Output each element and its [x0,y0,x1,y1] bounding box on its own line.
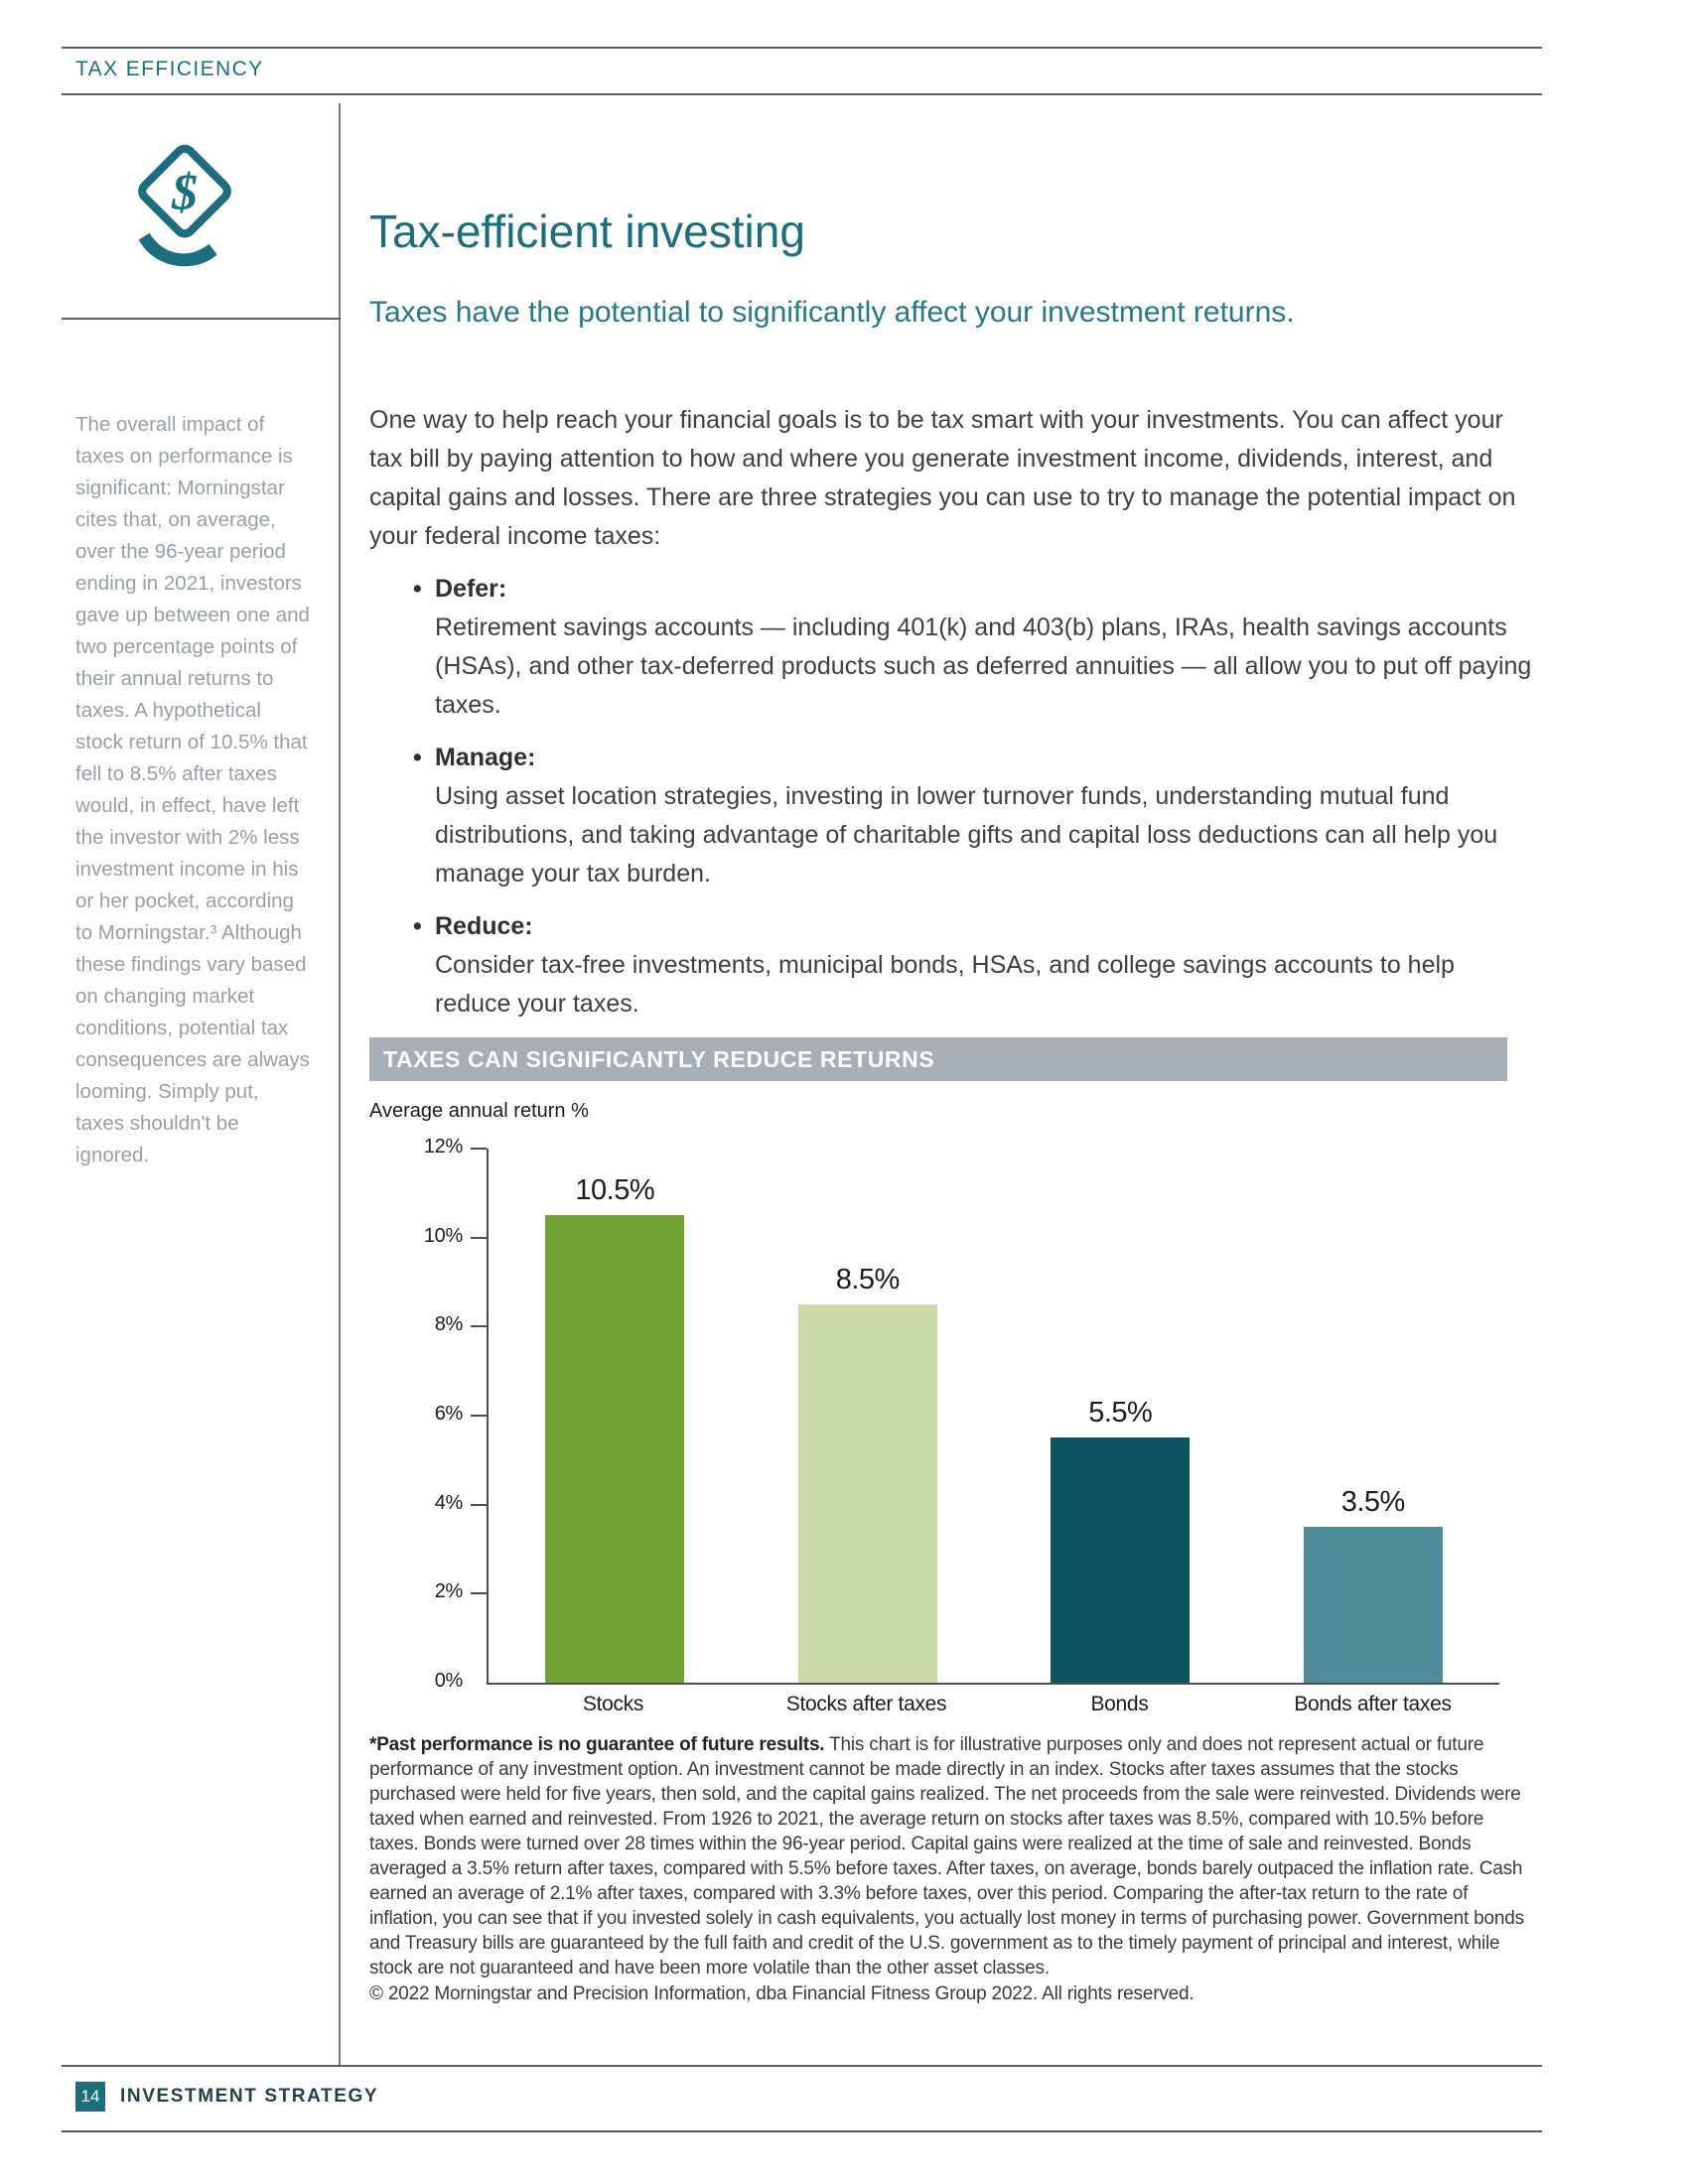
chart-plot [423,1136,1499,1692]
bar-value-label: 10.5% [575,1174,655,1207]
y-tick-mark [471,1592,487,1594]
strategy-manage [369,739,1537,893]
chart-section [369,1037,1537,1716]
dollar-tag-icon [117,137,252,286]
bar-group [1247,1149,1500,1683]
bar [1304,1527,1443,1683]
page-number-badge: 14 [75,2082,105,2112]
copyright-line: © 2022 Morningstar and Precision Information, dba Financial Fitness Group 2022. All rights reserved. [369,1983,1195,2004]
bar-value-label: 5.5% [1088,1397,1153,1430]
strategy-text: Consider tax-free investments, municipal bonds, HSAs, and college savings accounts to help reduce your taxes. [435,951,1455,1018]
strategy-defer [369,570,1537,725]
y-tick-label: 12% [423,1136,463,1158]
strategy-label: • Reduce: [435,912,533,940]
strategy-label: • Defer: [435,575,507,603]
x-category-label: Stocks after taxes [785,1693,947,1715]
y-tick-mark [471,1415,487,1417]
x-category-label: Stocks [582,1693,644,1715]
top-rule [62,47,1542,49]
y-tick-mark [471,1325,487,1327]
footer-rule-bottom [62,2130,1542,2132]
footer-label: INVESTMENT STRATEGY [120,2086,379,2107]
footer-rule-top [62,2065,1542,2067]
x-category-label: Bonds [1090,1693,1149,1715]
strategy-text: Retirement savings accounts — including 401(k) and 403(b) plans, IRAs, health savings accounts (HSAs), and other tax-deferred products such as deferred annuities — all allow you to put off paying taxes. [435,614,1532,719]
y-tick-label: 0% [434,1670,463,1692]
y-tick-mark [471,1504,487,1506]
column-divider [339,103,341,2065]
chart-title-bar: TAXES CAN SIGNIFICANTLY REDUCE RETURNS [369,1037,1507,1081]
footnote-disclaimer: *Past performance is no guarantee of future results. [369,1734,825,1755]
y-tick-label: 8% [434,1313,463,1336]
y-tick-mark [471,1237,487,1239]
strategy-label: • Manage: [435,744,536,771]
chart-footnote [369,1732,1537,1980]
chart-bars [489,1149,1499,1683]
section-eyebrow: TAX EFFICIENCY [75,58,264,80]
y-tick-label: 6% [434,1403,463,1425]
svg-text:$: $ [172,164,198,221]
bar-group [489,1149,742,1683]
y-tick-label: 10% [423,1224,463,1247]
strategy-text: Using asset location strategies, investing in lower turnover funds, understanding mutual fund distributions, and taking advantage of charitable gifts and capital loss deductions can all help you manage your tax burden. [435,782,1498,887]
bar [1051,1437,1190,1683]
strategy-reduce [369,907,1537,1024]
intro-paragraph: One way to help reach your financial goals is to be tax smart with your investments. You can affect your tax bill by paying attention to how and where you generate investment income, dividends, interest, and capital gains and losses. There are three strategies you can use to try to manage the potential impact on your federal income taxes: [369,406,1516,550]
y-tick-label: 2% [434,1580,463,1603]
header-rule [62,93,1542,95]
footnote-body: This chart is for illustrative purposes only and does not represent actual or future performance of any investment option. An investment cannot be made directly in an index. Stocks after taxes assumes that the stocks purchased were held for five years, then sold, and the capital gains realized. The net proceeds from the sale were reinvested. Dividends were taxed when earned and reinvested. From 1926 to 2021, the average return on stocks after taxes was 8.5%, compared with 10.5% before taxes. Bonds were turned over 28 times within the 96-year period. Capital gains were realized at the time of sale and reinvested. Bonds averaged a 3.5% return after taxes, compared with 5.5% before taxes. After taxes, on average, bonds barely outpaced the inflation rate. Cash earned an average of 2.1% after taxes, compared with 3.3% before taxes, over this period. Comparing the after-tax return to the rate of inflation, you can see that if you invested solely in cash equivalents, you actually lost money in terms of purchasing power. Government bonds and Treasury bills are guaranteed by the full faith and credit of the U.S. government as to the timely payment of principal and interest, while stock are not guaranteed and have been more volatile than the other asset classes. [369,1734,1524,1979]
bar-group [994,1149,1247,1683]
main-content [369,205,1537,2006]
page-title: Tax-efficient investing [369,205,805,257]
chart-y-axis-label: Average annual return % [369,1100,589,1122]
sidebar-note: The overall impact of taxes on performance is significant: Morningstar cites that, on average, over the 96-year period ending in 2021, investors gave up between one and two percentage points of their annual returns to taxes. A hypothetical stock return of 10.5% that fell to 8.5% after taxes would, in effect, have left the investor with 2% less investment income in his or her pocket, according to Morningstar.³ Although these findings vary based on changing market conditions, potential tax consequences are always looming. Simply put, taxes shouldn't be ignored. [75,413,310,1166]
x-category-label: Bonds after taxes [1294,1693,1452,1715]
icon-underline [62,318,341,320]
y-tick-label: 4% [434,1491,463,1514]
bar [545,1215,684,1683]
page-subtitle: Taxes have the potential to significantly affect your investment returns. [369,296,1295,329]
bar-value-label: 8.5% [835,1263,900,1296]
page-footer [75,2082,378,2112]
x-axis-labels [487,1693,1499,1716]
y-tick-mark [471,1148,487,1150]
bar-value-label: 3.5% [1340,1486,1405,1519]
bar-group [742,1149,995,1683]
bar [798,1304,937,1683]
